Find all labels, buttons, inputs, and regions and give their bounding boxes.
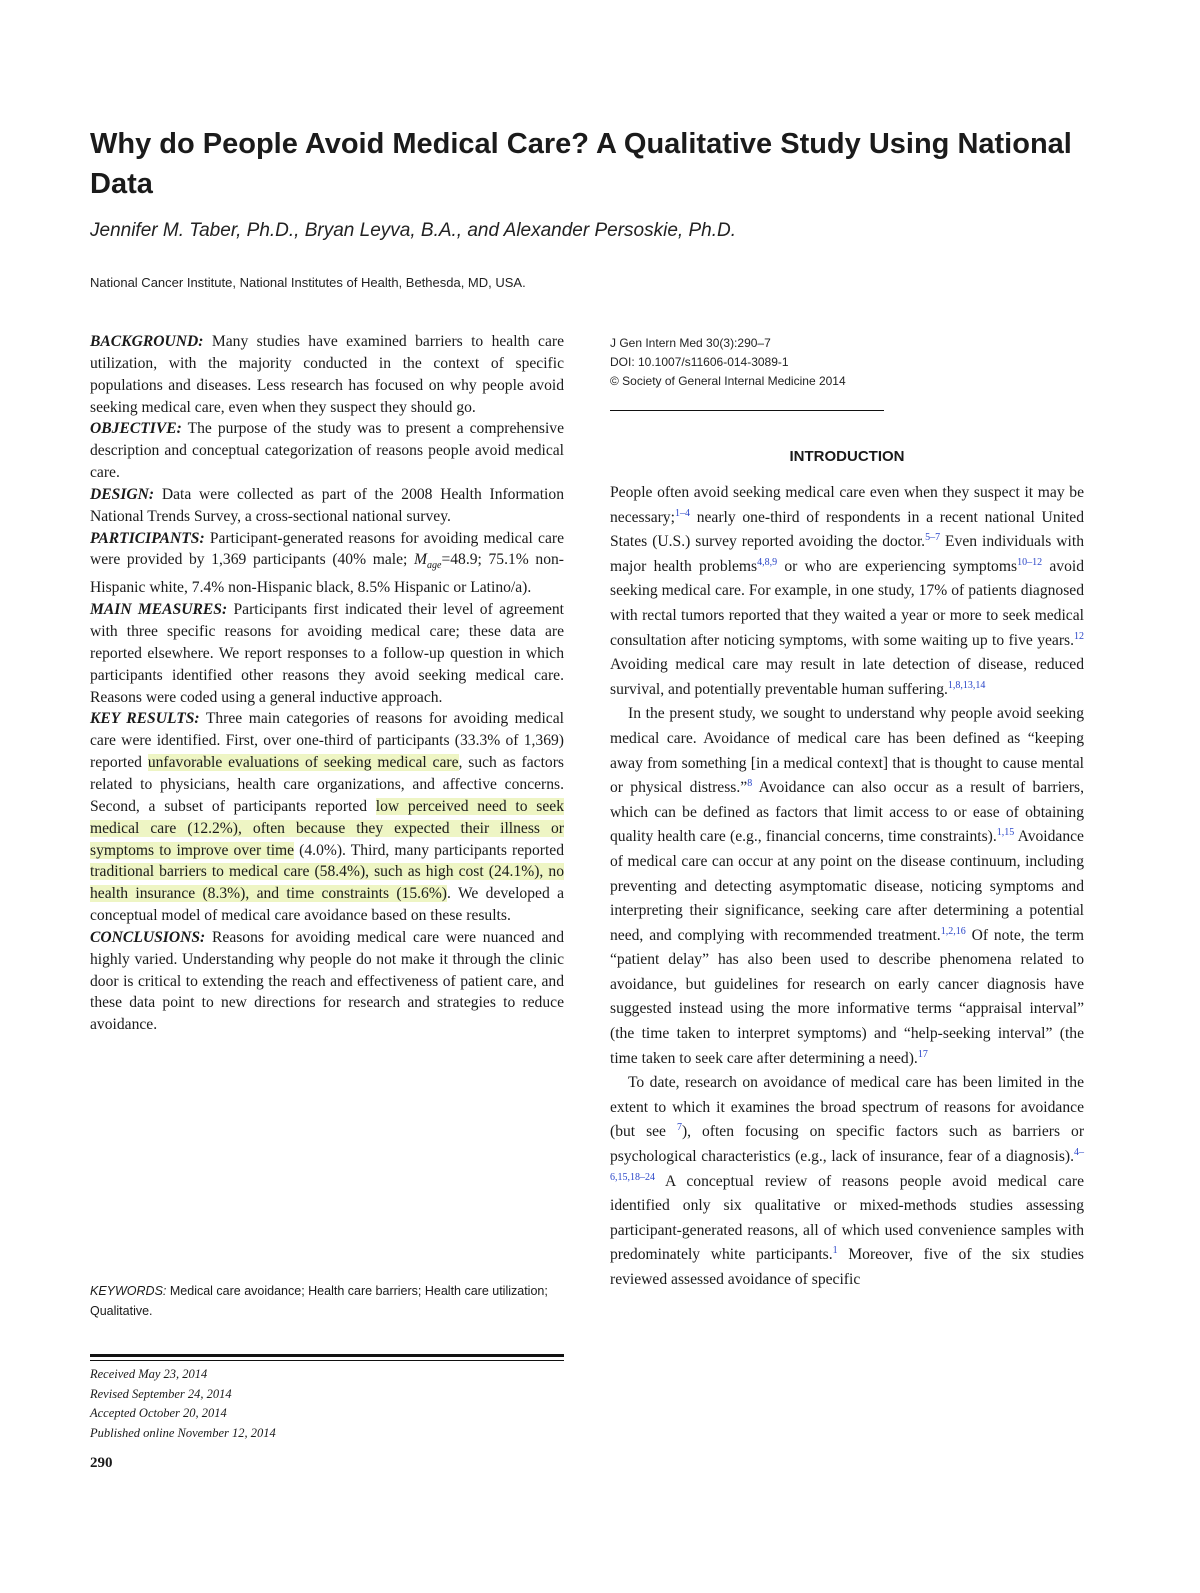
ref-link[interactable]: 17: [917, 1048, 928, 1060]
intro-paragraph-2: [610, 702, 1084, 1071]
mean-age-subscript: age: [427, 560, 442, 572]
objective-label: OBJECTIVE:: [90, 420, 182, 438]
citation-block: [610, 334, 846, 391]
background-label: BACKGROUND:: [90, 333, 204, 350]
copyright: © Society of General Internal Medicine 2014: [610, 374, 846, 388]
highlight-traditional-barriers: traditional barriers to medical care (58.4%), such as high cost (24.1%), no health insurance (8.3%), and time constraints (15.6%): [90, 863, 564, 903]
design-text: Data were collected as part of the 2008 Health Information National Trends Survey, a cross-sectional national survey.: [90, 485, 564, 525]
ref-link[interactable]: 4,8,9: [757, 556, 778, 568]
conclusions-label: CONCLUSIONS:: [90, 928, 206, 946]
keywords: [90, 1281, 564, 1321]
keywords-text: Medical care avoidance; Health care barriers; Health care utilization; Qualitative.: [90, 1284, 548, 1318]
date-accepted: Accepted October 20, 2014: [90, 1406, 227, 1420]
abstract: [90, 331, 564, 1036]
design-label: DESIGN:: [90, 485, 155, 503]
participants-text-1: Participant-generated reasons for avoiding medical care were provided by 1,369 participants (40% male;: [90, 529, 564, 569]
results-text-2: , such as factors related to physicians, health care organizations, and affective concerns. Second, a subset of participants reported: [90, 754, 564, 815]
ref-link[interactable]: 1,2,16: [940, 925, 966, 937]
intro-p1-text-e: avoid seeking medical care. For example, in one study, 17% of patients diagnosed with rectal tumors reported that they waited a year or more to seek medical consultation after noticing symptoms, with some waiting up to five years.: [610, 557, 1084, 649]
article-title: Why do People Avoid Medical Care? A Qualitative Study Using National Data: [90, 128, 1072, 200]
journal-citation: J Gen Intern Med 30(3):290–7: [610, 336, 771, 350]
intro-p2-text-b: Avoidance can also occur as a result of barriers, which can be defined as factors that limit access to or ease of obtaining quality health care (e.g., financial concerns, time constraints).: [610, 779, 1084, 846]
objective-text: The purpose of the study was to present a comprehensive description and conceptual categorization of reasons people avoid medical care.: [90, 420, 564, 482]
abstract-design: [90, 484, 564, 528]
citation-divider: [610, 410, 884, 411]
divider-thin: [90, 1360, 564, 1361]
doi: DOI: 10.1007/s11606-014-3089-1: [610, 355, 789, 369]
results-text-4: . We developed a conceptual model of medical care avoidance based on these results.: [90, 885, 564, 925]
intro-p3-text-a: To date, research on avoidance of medical care has been limited in the extent to which it examines the broad spectrum of reasons for avoidance (but see: [610, 1074, 1084, 1141]
ref-link[interactable]: 10–12: [1017, 556, 1043, 568]
abstract-main-measures: [90, 599, 564, 708]
intro-paragraph-3: [610, 1071, 1084, 1292]
affiliation: National Cancer Institute, National Institutes of Health, Bethesda, MD, USA.: [90, 275, 526, 290]
measures-label: MAIN MEASURES:: [90, 601, 228, 619]
measures-text: Participants first indicated their level of agreement with three specific reasons for avoiding medical care; these data are reported elsewhere. We report responses to a follow-up question in which participants identified other reasons they avoid seeking medical care. Reasons were coded using a general inductive approach.: [90, 601, 564, 706]
ref-link[interactable]: 5–7: [925, 532, 941, 543]
abstract-background: [90, 331, 564, 418]
results-text-3: (4.0%). Third, many participants reported: [294, 841, 564, 859]
results-text-1: Three main categories of reasons for avoiding medical care were identified. First, over one-third of participants (33.3% of 1,369) reported: [90, 710, 564, 772]
intro-p2-text-a: In the present study, we sought to understand why people avoid seeking medical care. Avoidance of medical care has been defined as “keeping away from something [in a medical context] that is thought to cause mental or physical distress.”: [610, 705, 1084, 797]
ref-link[interactable]: 7: [676, 1122, 682, 1134]
date-revised: Revised September 24, 2014: [90, 1386, 232, 1401]
intro-p3-text-c: A conceptual review of reasons people avoid medical care identified only six qualitative or mixed-methods studies assessing participant-generated reasons, all of which used convenience samples with predominately white participants.: [610, 1172, 1084, 1264]
intro-p1-text-b: nearly one-third of respondents in a recent national United States (U.S.) survey reported avoiding the doctor.: [610, 508, 1084, 551]
results-label: KEY RESULTS:: [90, 710, 200, 728]
participants-label: PARTICIPANTS:: [90, 529, 205, 547]
abstract-conclusions: [90, 927, 564, 1036]
abstract-objective: [90, 418, 564, 484]
ref-link[interactable]: 1,15: [996, 827, 1015, 839]
abstract-key-results: [90, 708, 564, 926]
ref-link[interactable]: 4–6,15,18–24: [610, 1146, 1084, 1183]
intro-p1-text-d: or who are experiencing symptoms: [777, 557, 1018, 575]
ref-link[interactable]: 8: [747, 777, 753, 789]
intro-p2-text-d: Of note, the term “patient delay” has also been used to describe phenomena related to avoidance, but guidelines for research on early cancer diagnosis have suggested instead using the more informative terms “appraisal interval” (the time taken to interpret symptoms) and “help-seeking interval” (the time taken to seek care after determining a need).: [610, 926, 1084, 1067]
conclusions-text: Reasons for avoiding medical care were nuanced and highly varied. Understanding why people do not make it through the clinic door is critical to extending the reach and effectiveness of patient care, and these data point to new directions for research and strategies to reduce avoidance.: [90, 928, 564, 1034]
author-list: Jennifer M. Taber, Ph.D., Bryan Leyva, B.A., and Alexander Persoskie, Ph.D.: [90, 220, 736, 241]
intro-p3-text-d: Moreover, five of the six studies reviewed assessed avoidance of specific: [610, 1246, 1085, 1288]
intro-paragraph-1: [610, 481, 1084, 702]
background-text: Many studies have examined barriers to health care utilization, with the majority conducted in the context of specific populations and diseases. Less research has focused on why people avoid seeking medical care, even when they suspect they should go.: [90, 333, 564, 416]
introduction-body: [610, 481, 1084, 1293]
ref-link[interactable]: 1,8,13,14: [947, 679, 986, 691]
ref-link[interactable]: 12: [1074, 630, 1084, 642]
intro-p1-text-a: People often avoid seeking medical care even when they suspect it may be necessary;: [610, 484, 1084, 526]
date-received: Received May 23, 2014: [90, 1367, 208, 1381]
page-number: 290: [90, 1455, 113, 1471]
ref-link[interactable]: 1: [832, 1245, 838, 1257]
intro-p1-text-f: Avoiding medical care may result in late detection of disease, reduced survival, and potentially preventable human suffering.: [610, 656, 1084, 698]
intro-p2-text-c: Avoidance of medical care can occur at any point on the disease continuum, including preventing and detecting asymptomatic disease, noticing symptoms and interpreting their significance, seeking care after determining a potential need, and complying with recommended treatment.: [610, 828, 1084, 944]
article-dates: [90, 1365, 276, 1443]
date-published: Published online November 12, 2014: [90, 1425, 276, 1440]
highlight-unfavorable-evaluations: unfavorable evaluations of seeking medical care: [147, 754, 459, 772]
intro-p1-text-c: Even individuals with major health problems: [610, 533, 1084, 575]
section-heading-introduction: INTRODUCTION: [789, 448, 905, 465]
intro-p3-text-b: ), often focusing on specific factors such as barriers or psychological characteristics (e.g., lack of insurance, fear of a diagnosis).: [610, 1123, 1085, 1166]
participants-text-2: =48.9; 75.1% non-Hispanic white, 7.4% non-Hispanic black, 8.5% Hispanic or Latino/a).: [90, 551, 564, 597]
ref-link[interactable]: 1–4: [674, 507, 690, 519]
highlight-low-perceived-need: low perceived need to seek medical care (12.2%), often because they expected their illness or symptoms to improve over time: [90, 797, 564, 859]
mean-age-symbol: M: [414, 551, 427, 569]
keywords-label: KEYWORDS:: [90, 1284, 167, 1298]
divider-thick: [90, 1354, 564, 1357]
abstract-participants: [90, 528, 564, 600]
